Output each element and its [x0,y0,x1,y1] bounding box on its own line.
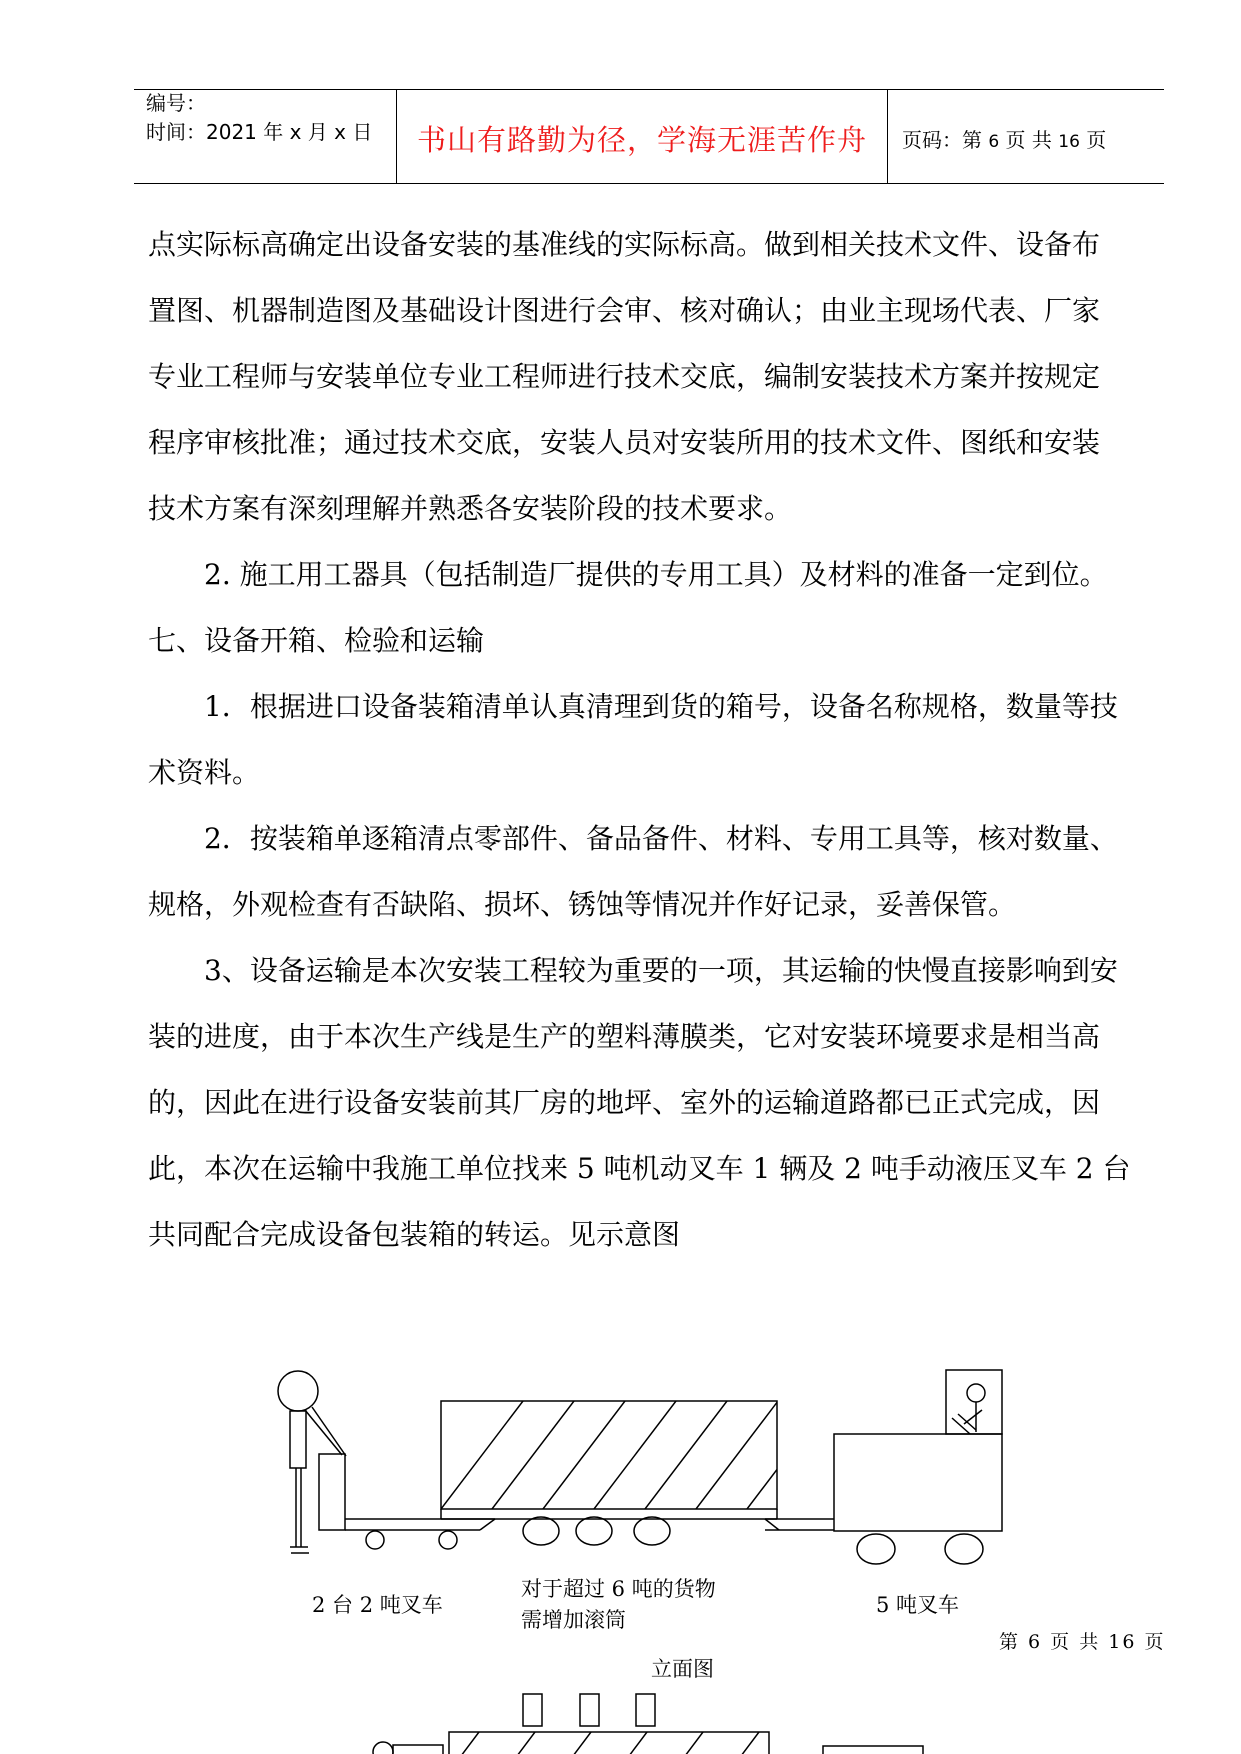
paragraph-line: 规格，外观检查有否缺陷、损坏、锈蚀等情况并作好记录，妥善保管。 [148,888,1017,921]
doc-number-label: 编号： [146,91,206,115]
paragraph-line: 此，本次在运输中我施工单位找来 5 吨机动叉车 1 辆及 2 吨手动液压叉车 2 台 [148,1152,1131,1185]
footer-page-number: 第 6 页 共 16 页 [999,1631,1166,1653]
paragraph-line: 术资料。 [148,756,261,789]
paragraph-line: 2. 施工用工器具（包括制造厂提供的专用工具）及材料的准备一定到位。 [204,558,1108,591]
worker-figure [278,1371,346,1553]
paragraph-line: 装的进度，由于本次生产线是生产的塑料薄膜类，它对安装环境要求是相当高 [148,1020,1101,1053]
equipment-crate [441,1401,829,1519]
page-mid: 页 共 [1005,128,1052,152]
paragraph-line: 共同配合完成设备包装箱的转运。见示意图 [148,1218,681,1251]
page-prefix: 页码：第 [902,128,982,152]
rollers [523,1517,670,1545]
forklift-5t [765,1370,1002,1564]
paragraph-line: 2．按装箱单逐箱清点零部件、备品备件、材料、专用工具等，核对数量、 [204,822,1118,855]
paragraph-line: 点实际标高确定出设备安装的基准线的实际标高。做到相关技术文件、设备布 [148,228,1101,261]
page-total: 16 [1058,132,1080,152]
paragraph-line: 3、设备运输是本次安装工程较为重要的一项，其运输的快慢直接影响到安 [204,954,1118,987]
doc-time-label: 时间：2021 年 x 月 x 日 [146,120,373,144]
label-roller-note-1: 对于超过 6 吨的货物 [521,1577,716,1601]
header-motto: 书山有路勤为径，学海无涯苦作舟 [416,123,867,157]
paragraph-line: 1．根据进口设备装箱清单认真清理到货的箱号，设备名称规格，数量等技 [204,690,1118,723]
hand-pallet-truck [319,1454,495,1549]
paragraph-line: 置图、机器制造图及基础设计图进行会审、核对确认；由业主现场代表、厂家 [148,294,1101,327]
paragraph-line: 的，因此在进行设备安装前其厂房的地坪、室外的运输道路都已正式完成，因 [148,1086,1101,1119]
paragraph-line: 程序审核批准；通过技术交底，安装人员对安装所用的技术文件、图纸和安装 [148,426,1101,459]
label-roller-note-2: 需增加滚筒 [521,1608,626,1632]
label-5t-forklift: 5 吨叉车 [876,1593,960,1617]
paragraph-line: 七、设备开箱、检验和运输 [148,624,485,657]
page-suffix: 页 [1086,128,1107,152]
paragraph-line: 专业工程师与安装单位专业工程师进行技术交底，编制安装技术方案并按规定 [148,360,1101,393]
page-current: 6 [988,132,1000,152]
plan-view-diagram [373,1694,923,1754]
figure-caption: 立面图 [651,1657,714,1681]
paragraph-line: 技术方案有深刻理解并熟悉各安装阶段的技术要求。 [148,492,793,525]
label-2t-forklifts: 2 台 2 吨叉车 [312,1593,443,1617]
